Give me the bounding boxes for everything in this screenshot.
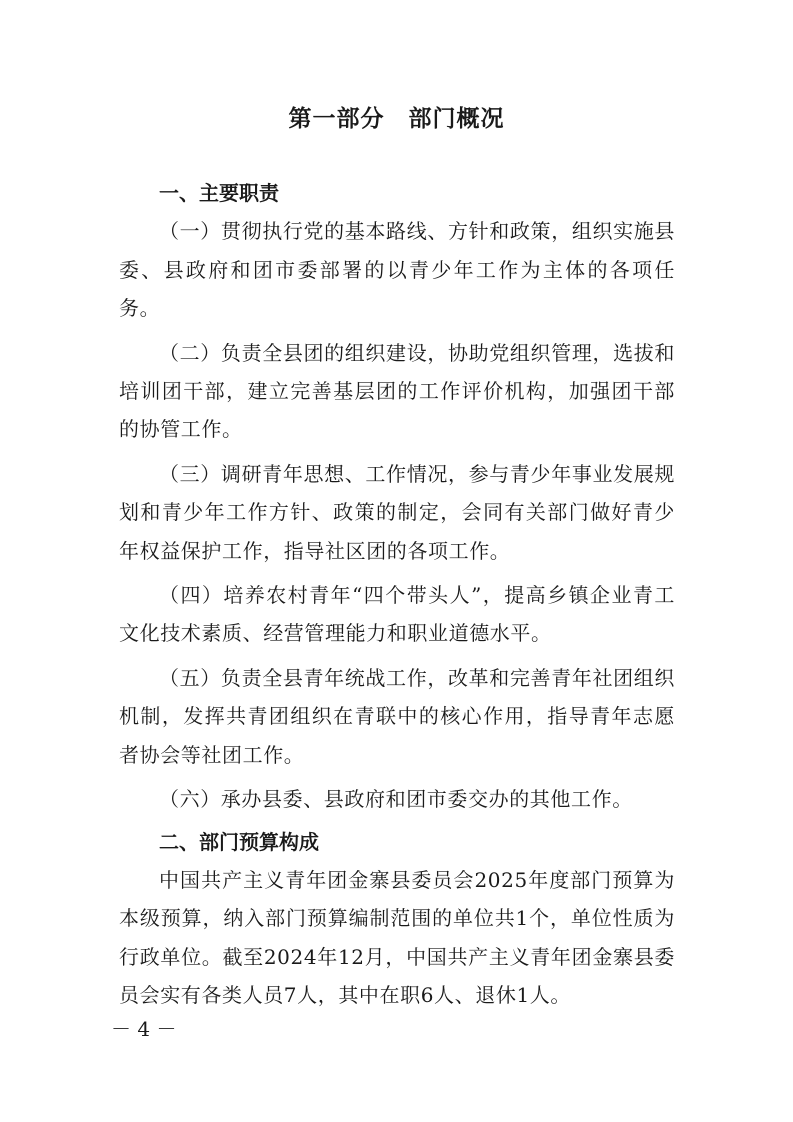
duty-paragraph-5: （五）负责全县青年统战工作，改革和完善青年社团组织机制，发挥共青团组织在青联中的核心作用，指导青年志愿者协会等社团工作。 xyxy=(119,665,675,767)
duty-paragraph-4: （四）培养农村青年“四个带头人”，提高乡镇企业青工文化技术素质、经营管理能力和职业道德水平。 xyxy=(119,583,675,646)
duty-paragraph-2: （二）负责全县团的组织建设，协助党组织管理，选拔和培训团干部，建立完善基层团的工作评价机构，加强团干部的协管工作。 xyxy=(119,340,675,442)
document-body xyxy=(119,174,675,1015)
section-heading-main-duties: 一、主要职责 xyxy=(159,181,279,205)
budget-paragraph: 中国共产主义青年团金寨县委员会2025年度部门预算为本级预算，纳入部门预算编制范围的单位共1个，单位性质为行政单位。截至2024年12月，中国共产主义青年团金寨县委员会实有各类人员7人，其中在职6人、退休1人。 xyxy=(119,867,675,1008)
section-heading-budget-composition: 二、部门预算构成 xyxy=(159,829,319,854)
page-number: － 4 － xyxy=(111,1017,177,1041)
duty-paragraph-1: （一）贯彻执行党的基本路线、方针和政策，组织实施县委、县政府和团市委部署的以青少年工作为主体的各项任务。 xyxy=(119,219,675,321)
page-title: 第一部分 部门概况 xyxy=(288,106,505,132)
duty-paragraph-3: （三）调研青年思想、工作情况，参与青少年事业发展规划和青少年工作方针、政策的制定，会同有关部门做好青少年权益保护工作，指导社区团的各项工作。 xyxy=(119,461,675,563)
duty-paragraph-6: （六）承办县委、县政府和团市委交办的其他工作。 xyxy=(159,787,633,812)
